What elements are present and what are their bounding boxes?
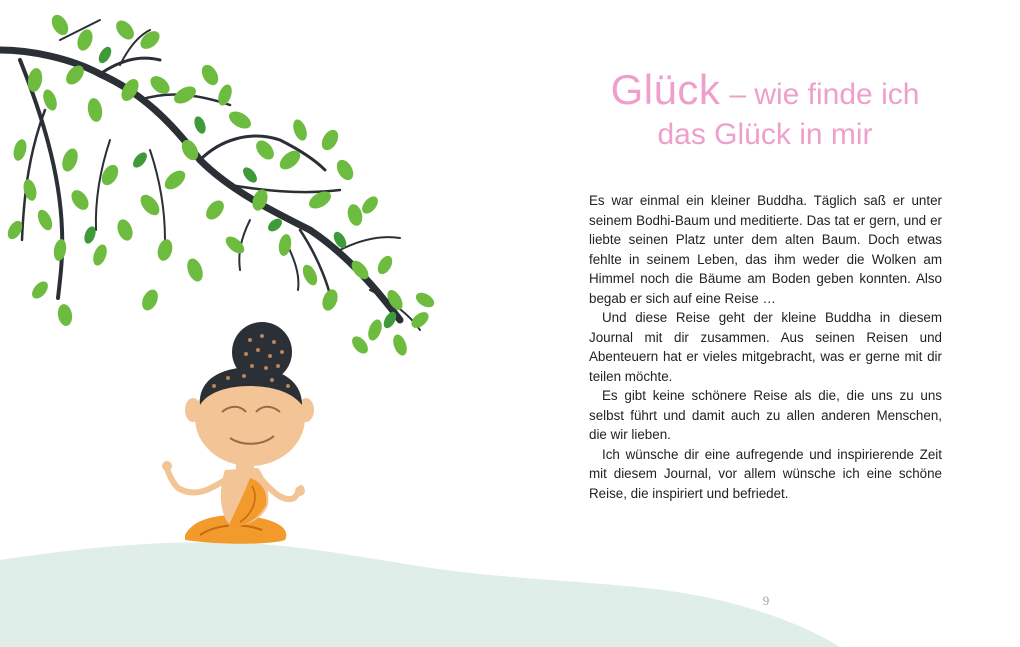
hill-shape [0, 542, 840, 647]
paragraph-3: Es gibt keine schönere Reise als die, die uns zu uns selbst führt und damit auch zu allen anderen Menschen, die wir lieben. [589, 388, 942, 442]
paragraph-1: Es war einmal ein kleiner Buddha. Täglich saß er unter seinem Bodhi-Baum und meditierte. Das tat er gern, und er liebte seinen Platz unter dem alten Baum. Doch etwas fehlte in seinem Leben, das ihm weder die Wolken am Himmel noch die Bäume am Boden geben konnten. Also begab er sich auf eine Reise … [589, 193, 942, 306]
paragraph-2: Und diese Reise geht der kleine Buddha in diesem Journal mit dir zusammen. Aus seinen Reisen und Abenteuern hat er vieles mitgebracht, was er gerne mit dir teilen möchte. [589, 310, 942, 384]
paragraph-4: Ich wünsche dir eine aufregende und inspirierende Zeit mit diesem Journal, vor allem wünsche ich eine schöne Reise, die inspiriert und befriedet. [589, 446, 942, 501]
title-rest: – wie finde ich [729, 78, 920, 111]
body-text [589, 191, 942, 503]
chapter-title [590, 66, 940, 153]
buddha-figure [162, 322, 314, 544]
page-number: 9 [762, 593, 770, 608]
title-line-2: das Glück in mir [657, 118, 873, 152]
title-word: Glück [610, 66, 721, 113]
